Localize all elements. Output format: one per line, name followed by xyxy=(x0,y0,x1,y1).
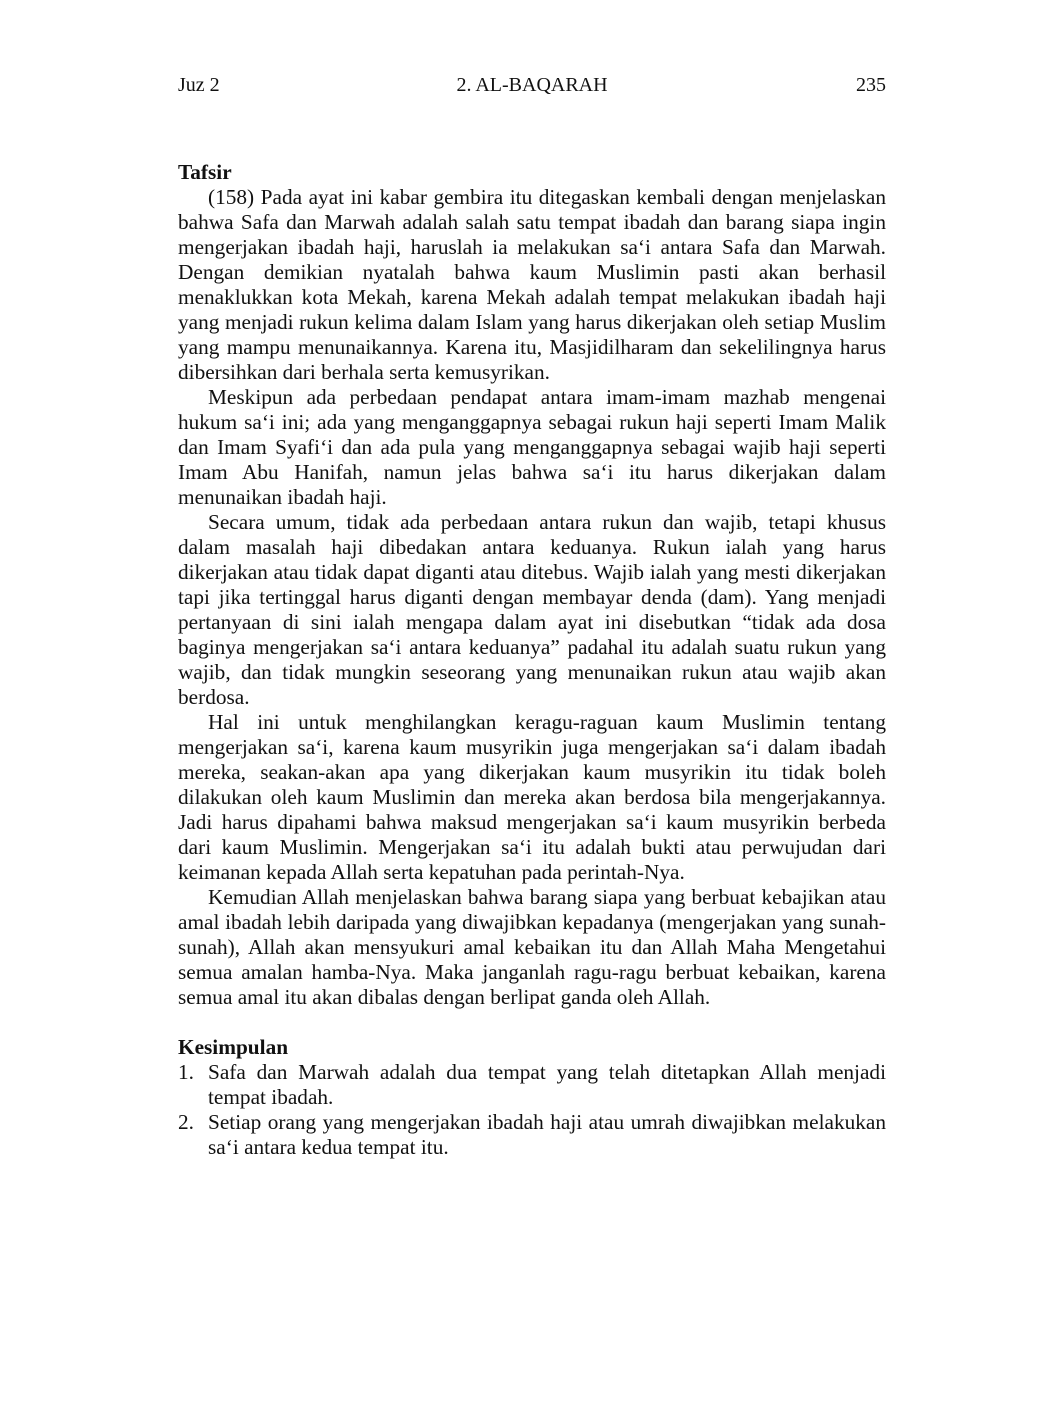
juz-label: Juz 2 xyxy=(178,74,220,96)
list-item xyxy=(178,1060,886,1110)
page-number: 235 xyxy=(856,74,886,96)
list-item-number: 1. xyxy=(178,1060,194,1084)
list-item-text: Setiap orang yang mengerjakan ibadah haji atau umrah diwajibkan melakukan sa‘i antara kedua tempat itu. xyxy=(208,1110,886,1159)
section-spacer xyxy=(178,1010,886,1035)
tafsir-paragraph: Hal ini untuk menghilangkan keragu-raguan kaum Muslimin tentang mengerjakan sa‘i, karena kaum musyrikin juga mengerjakan sa‘i dalam ibadah mereka, seakan-akan apa yang dikerjakan kaum musyrikin itu tidak boleh dilakukan oleh kaum Muslimin dan mereka akan berdosa bila mengerjakannya. Jadi harus dipahami bahwa maksud mengerjakan sa‘i kaum musyrikin berbeda dari kaum Muslimin. Mengerjakan sa‘i itu adalah bukti atau perwujudan dari keimanan kepada Allah serta kepatuhan pada perintah-Nya. xyxy=(178,710,886,884)
tafsir-paragraph: Secara umum, tidak ada perbedaan antara rukun dan wajib, tetapi khusus dalam masalah haji dibedakan antara keduanya. Rukun ialah yang harus dikerjakan atau tidak dapat diganti atau ditebus. Wajib ialah yang mesti dikerjakan tapi jika tertinggal harus diganti dengan membayar denda (dam). Yang menjadi pertanyaan di sini ialah mengapa dalam ayat ini disebutkan “tidak ada dosa baginya mengerjakan sa‘i antara keduanya” padahal itu adalah suatu rukun yang wajib, dan tidak mungkin seseorang yang menunaikan rukun atau wajib akan berdosa. xyxy=(178,510,886,709)
tafsir-paragraph: (158) Pada ayat ini kabar gembira itu ditegaskan kembali dengan menjelaskan bahwa Safa dan Marwah adalah salah satu tempat ibadah dan barang siapa ingin mengerjakan ibadah haji, haruslah ia melakukan sa‘i antara Safa dan Marwah. Dengan demikian nyatalah bahwa kaum Muslimin pasti akan berhasil menaklukkan kota Mekah, karena Mekah adalah tempat melakukan ibadah haji yang menjadi rukun kelima dalam Islam yang harus dikerjakan oleh setiap Muslim yang mampu menunaikannya. Karena itu, Masjidilharam dan sekelilingnya harus dibersihkan dari berhala serta kemusyrikan. xyxy=(178,185,886,384)
surah-title: 2. AL-BAQARAH xyxy=(456,74,608,96)
list-item-number: 2. xyxy=(178,1110,194,1134)
tafsir-paragraph: Kemudian Allah menjelaskan bahwa barang siapa yang berbuat kebajikan atau amal ibadah lebih daripada yang diwajibkan kepadanya (mengerjakan yang sunah-sunah), Allah akan mensyukuri amal kebaikan itu dan Allah Maha Mengetahui semua amalan hamba-Nya. Maka janganlah ragu-ragu berbuat kebaikan, karena semua amal itu akan dibalas dengan berlipat ganda oleh Allah. xyxy=(178,885,886,1009)
tafsir-paragraph: Meskipun ada perbedaan pendapat antara imam-imam mazhab mengenai hukum sa‘i ini; ada yang menganggapnya sebagai rukun haji seperti Imam Malik dan Imam Syafi‘i dan ada pula yang menganggapnya sebagai wajib haji seperti Imam Abu Hanifah, namun jelas bahwa sa‘i itu harus dikerjakan dalam menunaikan ibadah haji. xyxy=(178,385,886,509)
kesimpulan-list xyxy=(178,1060,886,1160)
kesimpulan-heading: Kesimpulan xyxy=(178,1035,289,1059)
list-item xyxy=(178,1110,886,1160)
list-item-text: Safa dan Marwah adalah dua tempat yang telah ditetapkan Allah menjadi tempat ibadah. xyxy=(208,1060,886,1109)
page-body xyxy=(178,160,886,1160)
page-header xyxy=(178,70,886,100)
tafsir-heading: Tafsir xyxy=(178,160,232,184)
